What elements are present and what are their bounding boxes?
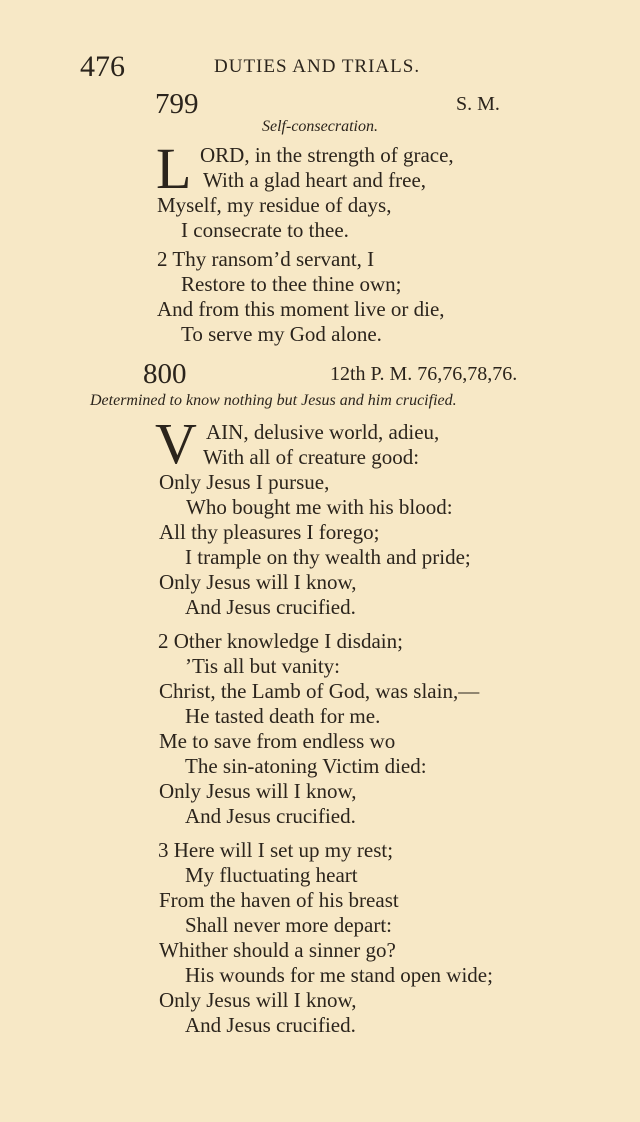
verse-line: AIN, delusive world, adieu, bbox=[206, 420, 440, 444]
verse-line: Myself, my residue of days, bbox=[157, 193, 392, 217]
verse-line: Who bought me with his blood: bbox=[186, 495, 453, 519]
running-head: DUTIES AND TRIALS. bbox=[214, 56, 421, 77]
verse-line: ’Tis all but vanity: bbox=[185, 654, 340, 678]
hymn-799-dropcap: L bbox=[156, 136, 192, 201]
verse-line: Only Jesus will I know, bbox=[159, 988, 357, 1012]
page-number: 476 bbox=[80, 50, 125, 83]
verse-line: I consecrate to thee. bbox=[181, 218, 349, 242]
verse-line: And Jesus crucified. bbox=[185, 804, 356, 828]
verse-line: My fluctuating heart bbox=[185, 863, 358, 887]
verse-line: And Jesus crucified. bbox=[185, 1013, 356, 1037]
verse-line: And Jesus crucified. bbox=[185, 595, 356, 619]
verse-line: ORD, in the strength of grace, bbox=[200, 143, 454, 167]
verse-line: His wounds for me stand open wide; bbox=[185, 963, 493, 987]
hymn-800-dropcap: V bbox=[155, 411, 197, 476]
verse-line: The sin-atoning Victim died: bbox=[185, 754, 427, 778]
verse-line: I trample on thy wealth and pride; bbox=[185, 545, 471, 569]
verse-line: Only Jesus will I know, bbox=[159, 570, 357, 594]
verse-line: 3 Here will I set up my rest; bbox=[158, 838, 394, 862]
verse-line: From the haven of his breast bbox=[159, 888, 399, 912]
hymn-800-meter: 12th P. M. 76,76,78,76. bbox=[330, 363, 518, 385]
hymn-799-title: Self-consecration. bbox=[262, 118, 378, 135]
verse-line: 2 Thy ransom’d servant, I bbox=[157, 247, 375, 271]
verse-line: To serve my God alone. bbox=[181, 322, 382, 346]
verse-line: He tasted death for me. bbox=[185, 704, 381, 728]
verse-line: All thy pleasures I forego; bbox=[159, 520, 380, 544]
verse-line: 2 Other knowledge I disdain; bbox=[158, 629, 403, 653]
hymn-800-title: Determined to know nothing but Jesus and him crucified. bbox=[90, 392, 457, 409]
verse-line: With a glad heart and free, bbox=[203, 168, 427, 192]
verse-line: Shall never more depart: bbox=[185, 913, 393, 937]
verse-line: With all of creature good: bbox=[203, 445, 420, 469]
verse-line: Me to save from endless wo bbox=[159, 729, 396, 753]
verse-line: Restore to thee thine own; bbox=[181, 272, 402, 296]
verse-line: Only Jesus I pursue, bbox=[159, 470, 330, 494]
hymn-799-meter: S. M. bbox=[456, 93, 500, 115]
verse-line: Whither should a sinner go? bbox=[159, 938, 396, 962]
verse-line: And from this moment live or die, bbox=[157, 297, 445, 321]
hymn-799-number: 799 bbox=[155, 88, 199, 120]
verse-line: Christ, the Lamb of God, was slain,— bbox=[159, 679, 480, 703]
verse-line: Only Jesus will I know, bbox=[159, 779, 357, 803]
hymn-800-number: 800 bbox=[143, 358, 187, 390]
